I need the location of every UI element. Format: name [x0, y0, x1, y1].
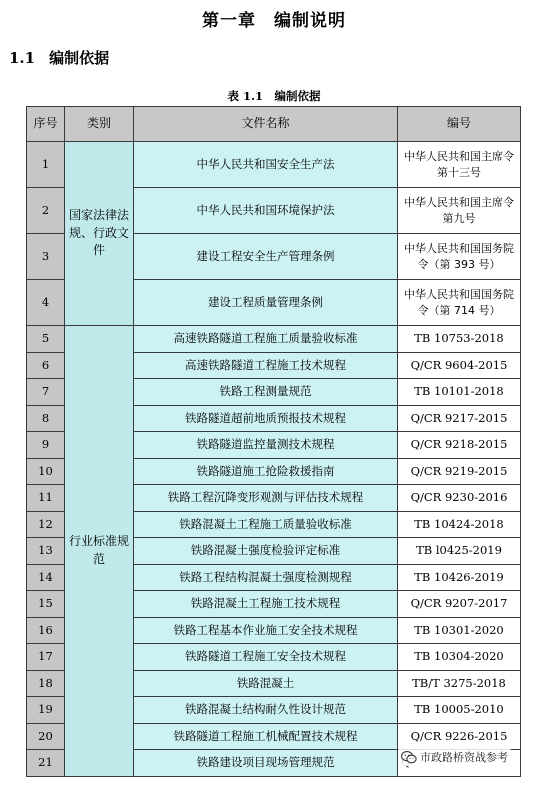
- row-code: 中华人民共和国主席令第十三号: [398, 142, 521, 188]
- row-seq: 3: [27, 234, 65, 280]
- row-name: 铁路混凝土工程施工质量验收标准: [134, 511, 398, 538]
- row-seq: 11: [27, 485, 65, 512]
- row-seq: 16: [27, 617, 65, 644]
- wechat-icon: [401, 751, 417, 764]
- table-caption: 表 1.1 编制依据: [227, 89, 321, 103]
- row-name: 铁路工程沉降变形观测与评估技术规程: [134, 485, 398, 512]
- row-code: Q/CR 9604-2015: [398, 352, 521, 379]
- header-seq: 序号: [27, 107, 65, 142]
- row-code: Q/CR 9207-2017: [398, 591, 521, 618]
- row-name: 铁路隧道工程施工安全技术规程: [134, 644, 398, 671]
- row-seq: 6: [27, 352, 65, 379]
- row-seq: 19: [27, 697, 65, 724]
- header-code: 编号: [398, 107, 521, 142]
- row-code: Q/CR 9217-2015: [398, 405, 521, 432]
- row-seq: 15: [27, 591, 65, 618]
- row-name: 中华人民共和国环境保护法: [134, 188, 398, 234]
- row-name: 铁路混凝土: [134, 670, 398, 697]
- row-code: 中华人民共和国国务院令（第 393 号）: [398, 234, 521, 280]
- row-seq: 5: [27, 326, 65, 353]
- table-row: [27, 142, 521, 188]
- section-title: 编制依据: [49, 49, 110, 67]
- row-seq: 10: [27, 458, 65, 485]
- basis-table: [26, 106, 521, 777]
- row-code: 中华人民共和国主席令第九号: [398, 188, 521, 234]
- row-seq: 12: [27, 511, 65, 538]
- chapter-title: 第一章 编制说明: [202, 11, 346, 31]
- row-name: 铁路混凝土强度检验评定标准: [134, 538, 398, 565]
- row-name: 铁路工程基本作业施工安全技术规程: [134, 617, 398, 644]
- row-seq: 17: [27, 644, 65, 671]
- row-code: TB 10301-2020: [398, 617, 521, 644]
- row-code: Q/CR 9226-2015: [398, 723, 521, 750]
- row-code: TB 10005-2010: [398, 697, 521, 724]
- row-name: 铁路隧道施工抢险救援指南: [134, 458, 398, 485]
- row-name: 铁路混凝土结构耐久性设计规范: [134, 697, 398, 724]
- row-seq: 14: [27, 564, 65, 591]
- row-name: 铁路隧道超前地质预报技术规程: [134, 405, 398, 432]
- row-code: TB 10424-2018: [398, 511, 521, 538]
- row-name: 建设工程安全生产管理条例: [134, 234, 398, 280]
- row-code: Q/CR 9219-2015: [398, 458, 521, 485]
- category-industry: 行业标准规范: [65, 326, 134, 777]
- row-seq: 21: [27, 750, 65, 777]
- row-code: TB l0425-2019: [398, 538, 521, 565]
- row-name: 中华人民共和国安全生产法: [134, 142, 398, 188]
- row-seq: 8: [27, 405, 65, 432]
- row-name: 铁路工程测量规范: [134, 379, 398, 406]
- row-name: 铁路混凝土工程施工技术规程: [134, 591, 398, 618]
- row-code: TB 10753-2018: [398, 326, 521, 353]
- header-category: 类别: [65, 107, 134, 142]
- row-seq: 1: [27, 142, 65, 188]
- row-code: TB 10304-2020: [398, 644, 521, 671]
- row-seq: 13: [27, 538, 65, 565]
- header-name: 文件名称: [134, 107, 398, 142]
- row-code: TB 10426-2019: [398, 564, 521, 591]
- row-code: TB 10101-2018: [398, 379, 521, 406]
- row-seq: 7: [27, 379, 65, 406]
- table-header-row: [27, 107, 521, 142]
- row-code: 中华人民共和国国务院令（第 714 号）: [398, 280, 521, 326]
- watermark: [398, 748, 511, 766]
- row-name: 铁路工程结构混凝土强度检测规程: [134, 564, 398, 591]
- section-number: 1.1: [9, 49, 36, 67]
- row-code: Q/CR 9218-2015: [398, 432, 521, 459]
- row-code: TB/T 3275-2018: [398, 670, 521, 697]
- row-seq: 2: [27, 188, 65, 234]
- row-name: 高速铁路隧道工程施工技术规程: [134, 352, 398, 379]
- row-code: Q/CR 9230-2016: [398, 485, 521, 512]
- section-heading: [9, 47, 109, 68]
- row-seq: 9: [27, 432, 65, 459]
- row-seq: 18: [27, 670, 65, 697]
- row-name: 铁路隧道监控量测技术规程: [134, 432, 398, 459]
- row-name: 铁路隧道工程施工机械配置技术规程: [134, 723, 398, 750]
- table-row: [27, 326, 521, 353]
- row-seq: 4: [27, 280, 65, 326]
- category-law: 国家法律法规、行政文件: [65, 142, 134, 326]
- row-name: 铁路建设项目现场管理规范: [134, 750, 398, 777]
- row-name: 建设工程质量管理条例: [134, 280, 398, 326]
- watermark-text: 市政路桥资战参考: [420, 751, 508, 764]
- row-seq: 20: [27, 723, 65, 750]
- row-name: 高速铁路隧道工程施工质量验收标准: [134, 326, 398, 353]
